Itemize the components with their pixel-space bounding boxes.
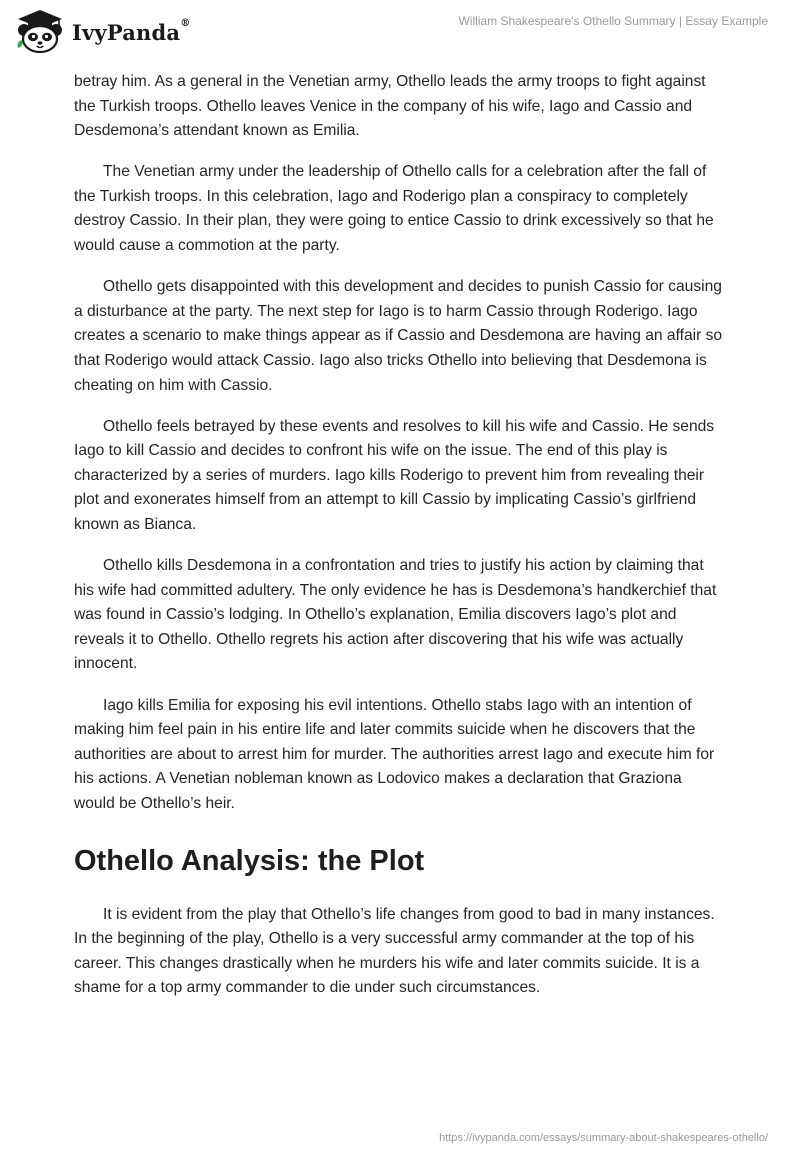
- paragraph: Othello feels betrayed by these events and resolves to kill his wife and Cassio. He sends Iago to kill Cassio and decides to confront his wife on the issue. The end of this play is characterized by a series of murders. Iago kills Roderigo to prevent him from revealing their plot and exonerates himself from an attempt to kill Cassio by implicating Cassio’s girlfriend known as Bianca.: [74, 417, 715, 533]
- paragraph: It is evident from the play that Othello’s life changes from good to bad in many instances. In the beginning of the play, Othello is a very successful army commander at the top of his career. This changes drastically when he murders his wife and later commits suicide. It is a shame for a top army commander to die under such circumstances.: [74, 905, 715, 997]
- section-heading: Othello Analysis: the Plot: [74, 844, 425, 877]
- essay-body: [74, 70, 726, 1017]
- paragraph: Iago kills Emilia for exposing his evil intentions. Othello stabs Iago with an intention of making him feel pain in his entire life and later commits suicide when he discovers that the authorities are about to arrest him for murder. The authorities arrest Iago and execute him for his actions. A Venetian nobleman known as Lodovico makes a declaration that Graziona would be Othello’s heir.: [74, 696, 715, 812]
- registered-mark: ®: [180, 17, 191, 29]
- paragraph: Othello gets disappointed with this development and decides to punish Cassio for causing a disturbance at the party. The next step for Iago is to harm Cassio through Roderigo. Iago creates a scenario to make things appear as if Cassio and Desdemona are having an affair so that Roderigo would attack Cassio. Iago also tricks Othello into believing that Desdemona is cheating on him with Cassio.: [74, 278, 723, 394]
- paragraph: Othello kills Desdemona in a confrontation and tries to justify his action by claiming that his wife had committed adultery. The only evidence he has is Desdemona’s handkerchief that was found in Cassio’s lodging. In Othello’s explanation, Emilia discovers Iago’s plot and reveals it to Othello. Othello regrets his action after discovering that his wife was actually innocent.: [74, 557, 717, 673]
- page-header: [0, 0, 800, 64]
- source-url[interactable]: https://ivypanda.com/essays/summary-about-shakespeares-othello/: [439, 1132, 768, 1144]
- paragraph: The Venetian army under the leadership of Othello calls for a celebration after the fall of the Turkish troops. In this celebration, Iago and Roderigo plan a conspiracy to completely destroy Cassio. In their plan, they were going to entice Cassio to drink excessively so that he would cause a commotion at the party.: [74, 163, 714, 255]
- document-title: William Shakespeare's Othello Summary | Essay Example: [458, 14, 768, 28]
- panda-graduate-icon: [14, 8, 66, 54]
- brand-logo[interactable]: [14, 8, 190, 54]
- brand-name: IvyPanda®: [72, 17, 191, 45]
- paragraph: betray him. As a general in the Venetian army, Othello leads the army troops to fight against the Turkish troops. Othello leaves Venice in the company of his wife, Iago and Cassio and Desdemona’s attendant known as Emilia.: [74, 73, 706, 140]
